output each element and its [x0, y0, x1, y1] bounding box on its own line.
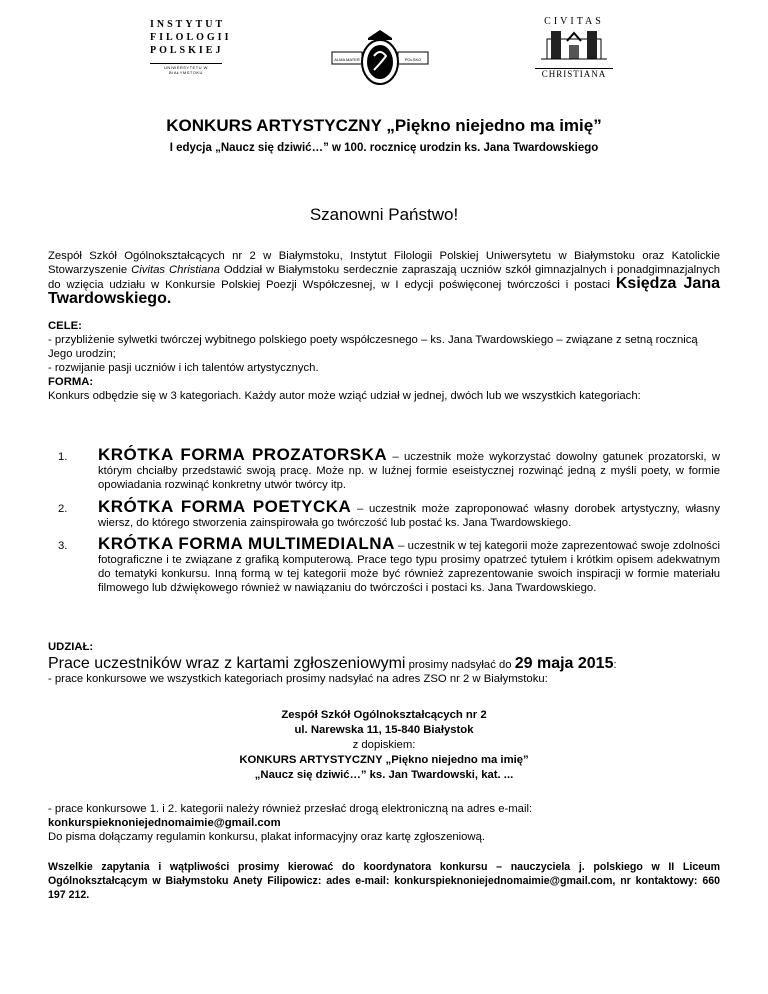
- intro-paragraph: [48, 249, 720, 307]
- udzial-section: [48, 640, 720, 686]
- cele-item: - rozwijanie pasji uczniów i ich talentów artystycznych.: [48, 362, 319, 374]
- category-number: 3.: [58, 540, 68, 552]
- institute-logo: [150, 18, 232, 75]
- intro-dot: .: [166, 290, 172, 307]
- email-address[interactable]: konkurspieknoniejednomaimie@gmail.com: [48, 817, 281, 829]
- emblem-ribbon-left: ALMA MATER: [334, 57, 360, 62]
- greeting: Szanowni Państwo!: [309, 205, 459, 224]
- forma-text: Konkurs odbędzie się w 3 kategoriach. Każdy autor może wziąć udział w jednej, dwóch lub we wszystkich kategoriach:: [48, 390, 641, 402]
- logo-line: FILOLOGII: [150, 32, 232, 43]
- cele-item: - przybliżenie sylwetki twórczej wybitnego polskiego poety współczesnego – ks. Jana Twardowskiego – związane z setną rocznicą Jego urodzin;: [48, 334, 698, 360]
- udzial-colon: :: [613, 659, 617, 671]
- logo-line: INSTYTUT: [150, 19, 226, 30]
- category-number: 2.: [58, 503, 68, 515]
- email-line: - prace konkursowe 1. i 2. kategorii należy również przesłać drogą elektroniczną na adres e-mail:: [48, 803, 533, 815]
- attachments-line: Do pisma dołączamy regulamin konkursu, plakat informacyjny oraz kartę zgłoszeniową.: [48, 831, 486, 843]
- category-desc: – uczestnik w tej kategorii może zaprezentować swoje zdolności fotograficzne i te związane z grafiką komputerową. Prace tego typu prosimy opatrzeć tytułem i krótkim opisem adekwatnym do tematyki konkursu. Inną formą w tej kategorii może być również zaprezentowanie swoich inspiracji w formie materiału filmowego lub dźwiękowego również w nawiązaniu do twórczości i postaci ks. Jana Twardowskiego.: [98, 540, 720, 594]
- intro-text: Oddział w Białymstoku serdecznie zapraszają uczniów szkół gimnazjalnych i ponadgimnazjalnych do wzięcia udziału w Konkursie Polskiej Poezji Współczesnej, w I edycji poświęconej twórczości i postaci: [48, 264, 721, 291]
- category-head: KRÓTKA FORMA MULTIMEDIALNA: [98, 534, 395, 553]
- address-line: Zespół Szkół Ogólnokształcących nr 2: [281, 709, 487, 721]
- category-item: [58, 497, 720, 530]
- civitas-logo: [535, 16, 613, 79]
- category-head: KRÓTKA FORMA POETYCKA: [98, 497, 352, 516]
- address-block: [0, 708, 768, 783]
- cele-label: CELE:: [48, 320, 82, 332]
- intro-italic: Civitas Christiana: [131, 264, 220, 276]
- address-line: ul. Narewska 11, 15-840 Białystok: [294, 724, 474, 736]
- university-emblem: [330, 18, 430, 88]
- church-drawing-icon: [539, 27, 609, 61]
- address-line: z dopiskiem:: [352, 739, 416, 751]
- email-section: [48, 802, 720, 844]
- contact-paragraph: Wszelkie zapytania i wątpliwości prosimy kierować do koordynatora konkursu – nauczyciela j. polskiego w II Liceum Ogólnokształcącym w Białymstoku Anety Filipowicz: ades e-mail: konkurspieknoniejednomaimie@gmail.com, nr kontaktowy: 660 197 212.: [48, 861, 720, 901]
- logo-line: CHRISTIANA: [535, 68, 613, 79]
- deadline-date: 29 maja 2015: [514, 655, 614, 672]
- udzial-mid: prosimy nadsyłać do: [405, 659, 515, 671]
- address-line: „Naucz się dziwić…” ks. Jan Twardowski, kat. ...: [254, 769, 514, 781]
- cele-section: [48, 319, 720, 403]
- category-item: [58, 534, 720, 595]
- intro-text: Zespół Szkół Ogólnokształcących nr 2 w Białymstoku, Instytut Filologii Polskiej Uniwersytetu w Białymstoku oraz Katolickie Stowarzyszenie: [48, 250, 720, 276]
- category-item: [58, 445, 720, 492]
- page-title: KONKURS ARTYSTYCZNY „Piękno niejedno ma imię”: [166, 116, 602, 135]
- page-subtitle: I edycja „Naucz się dziwić…” w 100. rocznicę urodzin ks. Jana Twardowskiego: [169, 142, 599, 154]
- udzial-big: Prace uczestników wraz z kartami zgłoszeniowymi: [48, 655, 406, 672]
- logo-line: CIVITAS: [544, 16, 604, 27]
- udzial-line: - prace konkursowe we wszystkich kategoriach prosimy nadsyłać na adres ZSO nr 2 w Białymstoku:: [48, 673, 548, 685]
- udzial-label: UDZIAŁ:: [48, 641, 94, 653]
- emblem-ribbon-right: POLSKO: [404, 57, 422, 62]
- category-head: KRÓTKA FORMA PROZATORSKA: [98, 445, 388, 464]
- forma-label: FORMA:: [48, 376, 94, 388]
- category-number: 1.: [58, 451, 68, 463]
- intro-name: Księdza Jana Twardowskiego: [48, 275, 720, 307]
- address-line: KONKURS ARTYSTYCZNY „Piękno niejedno ma imię”: [239, 754, 529, 766]
- logo-subline: UNIWERSYTETU W BIAŁYMSTOKU: [150, 63, 222, 75]
- category-desc: – uczestnik może zaproponować własny dorobek artystyczny, własny wiersz, do którego stworzenia zainspirowała go twórczość lub postać ks. Jana Twardowskiego.: [98, 503, 720, 529]
- logo-line: POLSKIEJ: [150, 45, 224, 56]
- category-desc: – uczestnik może wykorzystać dowolny gatunek prozatorski, w którym chciałby przedstawić swoją pracę. Może np. w luźnej formie eseistycznej rozwinąć jedną z myśli poety, w formie opowiadania rozwinąć konkretny utwór twórcy itp.: [98, 451, 720, 491]
